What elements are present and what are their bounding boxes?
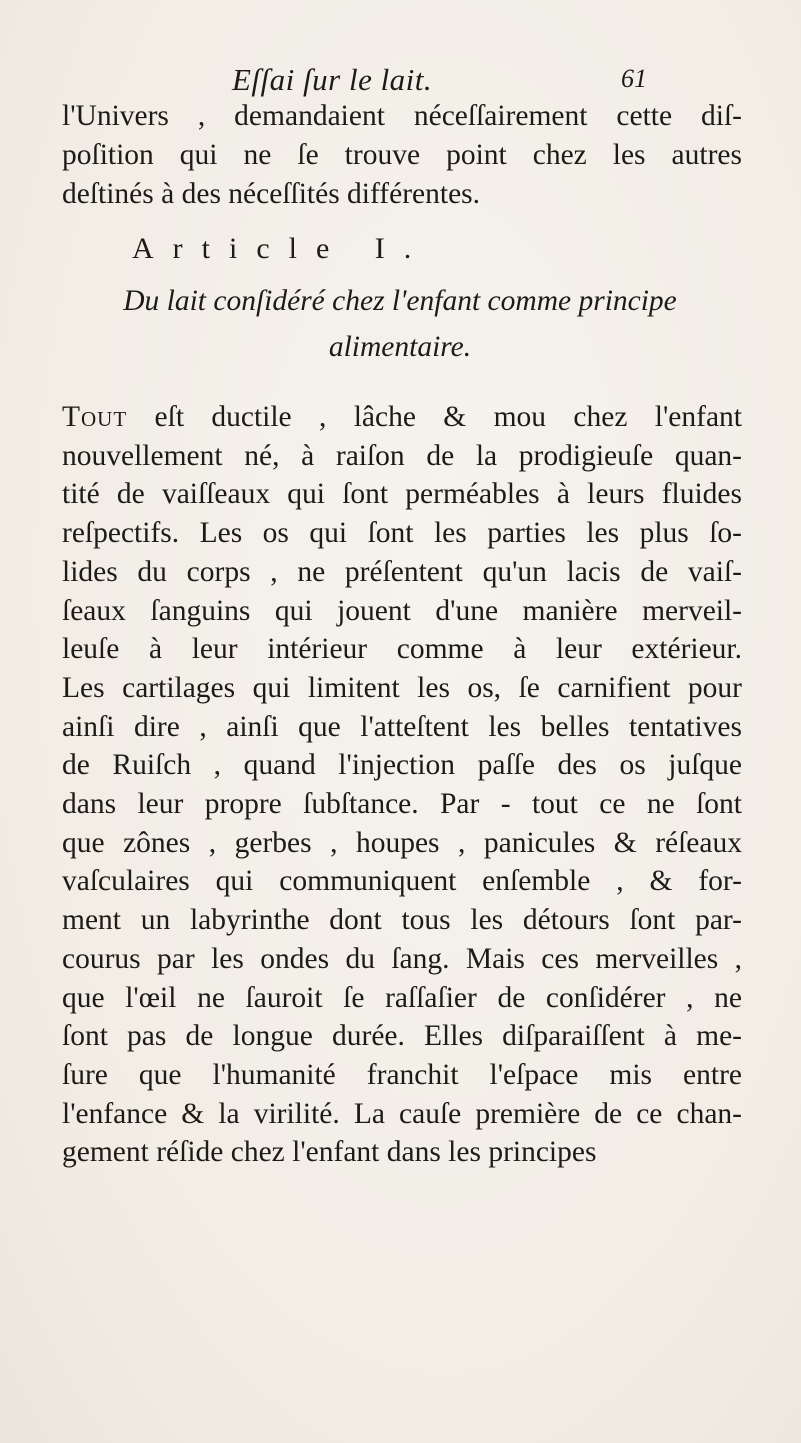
text-line: Les cartilages qui limitent les os, ſe carnifient pour (62, 671, 742, 704)
first-line-rest: eſt ductile , lâche & mou chez l'enfant (127, 401, 742, 433)
page-number: 61 (621, 64, 647, 93)
drop-word: Tout (62, 401, 128, 433)
text-line: l'Univers , demandaient néceſſairement cette diſ- (62, 100, 742, 132)
text-line: gement réſide chez l'enfant dans les principes (62, 1136, 597, 1169)
text-line: deſtinés à des néceſſités différentes. (62, 178, 481, 210)
text-line: lides du corps , ne préſentent qu'un lacis de vaiſ- (62, 555, 742, 588)
text-line: tité de vaiſſeaux qui ſont perméables à leurs fluides (62, 478, 742, 511)
text-line: poſition qui ne ſe trouve point chez les autres (62, 139, 742, 171)
article-heading: Article I. (132, 232, 431, 265)
text-line: ſont pas de longue durée. Elles diſparaiſſent à me- (62, 1020, 742, 1053)
text-line: vaſculaires qui communiquent enſemble , & for- (62, 865, 742, 898)
text-line: ſeaux ſanguins qui jouent d'une manière merveil- (62, 594, 742, 627)
text-line: courus par les ondes du ſang. Mais ces merveilles , (62, 942, 742, 975)
article-subtitle (60, 278, 740, 370)
text-line: dans leur propre ſubſtance. Par - tout ce ne ſont (62, 788, 742, 821)
text-line: que l'œil ne ſauroit ſe raſſaſier de conſidérer , ne (62, 981, 742, 1014)
main-paragraph (62, 398, 742, 1172)
text-line: que zônes , gerbes , houpes , panicules & réſeaux (62, 826, 742, 859)
subtitle-line: Du lait conſidéré chez l'enfant comme principe (123, 285, 677, 317)
text-line (62, 398, 742, 437)
text-line: ment un labyrinthe dont tous les détours ſont par- (62, 904, 742, 937)
running-title: Eſſai ſur le lait. (232, 62, 433, 97)
intro-paragraph (62, 97, 742, 214)
text-line: nouvellement né, à raiſon de la prodigieuſe quan- (62, 439, 742, 472)
text-line: l'enfance & la virilité. La cauſe première de ce chan- (62, 1097, 742, 1130)
text-line: ainſi dire , ainſi que l'atteſtent les belles tentatives (62, 710, 742, 743)
text-line: de Ruiſch , quand l'injection paſſe des os juſque (62, 749, 742, 782)
running-head (0, 62, 801, 102)
subtitle-line: alimentaire. (328, 331, 472, 363)
text-line: leuſe à leur intérieur comme à leur extérieur. (62, 633, 742, 666)
text-line: ſure que l'humanité franchit l'eſpace mis entre (62, 1058, 742, 1091)
text-line: reſpectifs. Les os qui ſont les parties les plus ſo- (62, 517, 742, 550)
